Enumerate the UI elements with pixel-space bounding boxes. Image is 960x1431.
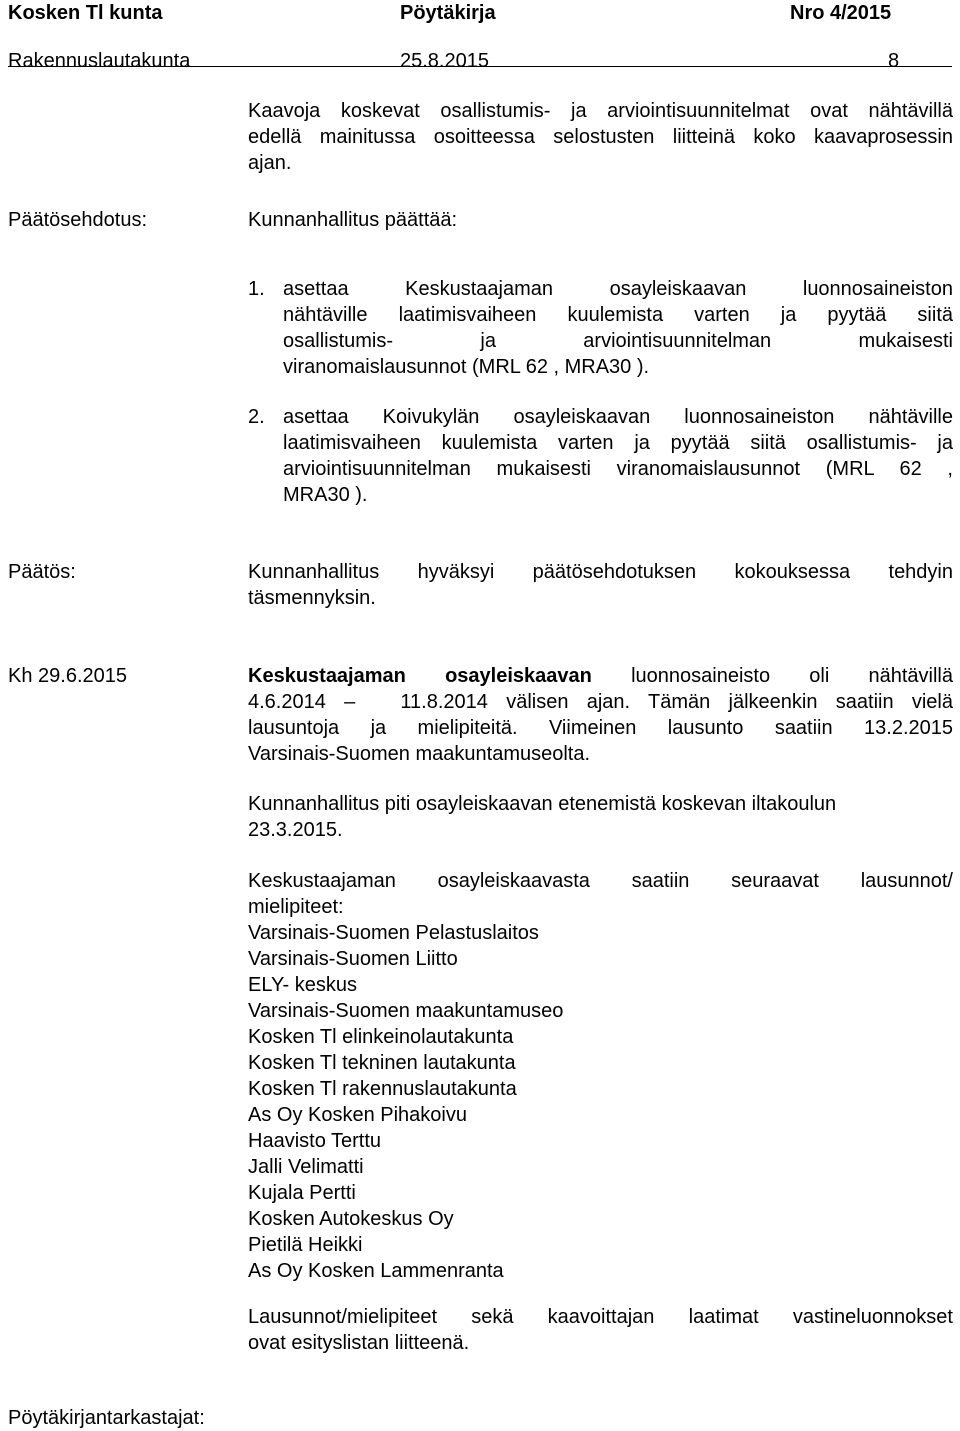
proposal-item-line: laatimisvaiheen kuulemista varten ja pyytää siitä osallistumis- ja (283, 432, 953, 454)
kh-para1-date-start: 4.6.2014 (248, 691, 326, 713)
kh-para1-dash: – (344, 691, 356, 713)
list-item: Kosken Tl rakennuslautakunta (248, 1078, 517, 1100)
header-rule (8, 66, 952, 67)
proposal-item-number: 1. (248, 278, 265, 300)
proposal-item-number: 2. (248, 406, 265, 428)
decision-line: Kunnanhallitus hyväksyi päätösehdotuksen kokouksessa tehdyin (248, 561, 953, 583)
proposal-item-line: asettaa Koivukylän osayleiskaavan luonnosaineiston nähtäville (283, 406, 953, 428)
intro-line: edellä mainitussa osoitteessa selostusten liitteinä koko kaavaprosessin (248, 126, 953, 148)
kh-para2-line: Kunnanhallitus piti osayleiskaavan etenemistä koskevan iltakoulun (248, 793, 837, 815)
decision-label: Päätös: (8, 561, 76, 583)
list-item: As Oy Kosken Lammenranta (248, 1260, 504, 1282)
header-page-number: 8 (888, 50, 900, 72)
header-date: 25.8.2015 (400, 50, 489, 72)
proposal-text: Kunnanhallitus päättää: (248, 209, 458, 231)
footer-reviewers-label: Pöytäkirjantarkastajat: (8, 1407, 205, 1429)
intro-line: Kaavoja koskevat osallistumis- ja arviointisuunnitelmat ovat nähtävillä (248, 100, 953, 122)
header-doc-number: Nro 4/2015 (790, 2, 892, 24)
proposal-item-1 (283, 276, 953, 354)
kh-para1-line2 (248, 689, 953, 715)
kh-para1-line1 (248, 663, 953, 689)
proposal-item-2 (283, 404, 953, 482)
proposal-item-line: asettaa Keskustaajaman osayleiskaavan luonnosaineiston (283, 278, 953, 300)
proposal-item-line: nähtäville laatimisvaiheen kuulemista varten ja pyytää siitä (283, 304, 953, 326)
kh-closing (248, 1304, 953, 1330)
list-item: Kosken Tl tekninen lautakunta (248, 1052, 516, 1074)
list-item: Varsinais-Suomen Liitto (248, 948, 458, 970)
list-item: ELY- keskus (248, 974, 357, 996)
kh-para2-line: 23.3.2015. (248, 819, 343, 841)
respondent-list (248, 920, 563, 1284)
proposal-item-line: MRA30 ). (283, 484, 368, 506)
kh-closing-line: ovat esityslistan liitteenä. (248, 1332, 470, 1354)
list-item: Varsinais-Suomen Pelastuslaitos (248, 922, 539, 944)
kh-para3-line: Keskustaajaman osayleiskaavasta saatiin seuraavat lausunnot/ (248, 870, 953, 892)
decision-text (248, 559, 953, 585)
kh-para1-text: 11.8.2014 välisen ajan. Tämän jälkeenkin saatiin vielä (400, 691, 953, 713)
header-doc-type: Pöytäkirja (400, 2, 496, 24)
list-item: Varsinais-Suomen maakuntamuseo (248, 1000, 564, 1022)
proposal-item-line: arviointisuunnitelman mukaisesti viranomaislausunnot (MRL 62 , (283, 458, 953, 480)
list-item: Kosken Tl elinkeinolautakunta (248, 1026, 514, 1048)
proposal-item-line: osallistumis- ja arviointisuunnitelman mukaisesti (283, 330, 953, 352)
kh-para1-text: Varsinais-Suomen maakuntamuseolta. (248, 743, 591, 765)
kh-plan-name: Keskustaajaman osayleiskaavan (248, 665, 592, 687)
header-body: Rakennuslautakunta (8, 50, 191, 72)
list-item: Pietilä Heikki (248, 1234, 363, 1256)
list-item: Kosken Autokeskus Oy (248, 1208, 454, 1230)
proposal-item-line: viranomaislausunnot (MRL 62 , MRA30 ). (283, 356, 650, 378)
kh-closing-line: Lausunnot/mielipiteet sekä kaavoittajan laatimat vastineluonnokset (248, 1306, 953, 1328)
intro-line: ajan. (248, 152, 292, 174)
kh-para3-line: mielipiteet: (248, 896, 344, 918)
list-item: Kujala Pertti (248, 1182, 356, 1204)
intro-paragraph (248, 98, 953, 150)
header-org: Kosken Tl kunta (8, 2, 163, 24)
list-item: As Oy Kosken Pihakoivu (248, 1104, 467, 1126)
decision-line: täsmennyksin. (248, 587, 376, 609)
list-item: Jalli Velimatti (248, 1156, 364, 1178)
kh-para1-line3 (248, 715, 953, 741)
kh-para1-text: luonnosaineisto oli nähtävillä (631, 665, 954, 687)
proposal-label: Päätösehdotus: (8, 209, 147, 231)
list-item: Haavisto Terttu (248, 1130, 382, 1152)
kh-para3 (248, 868, 953, 894)
kh-para1-text: lausuntoja ja mielipiteitä. Viimeinen lausunto saatiin 13.2.2015 (248, 717, 953, 739)
kh-date-label: Kh 29.6.2015 (8, 665, 127, 687)
